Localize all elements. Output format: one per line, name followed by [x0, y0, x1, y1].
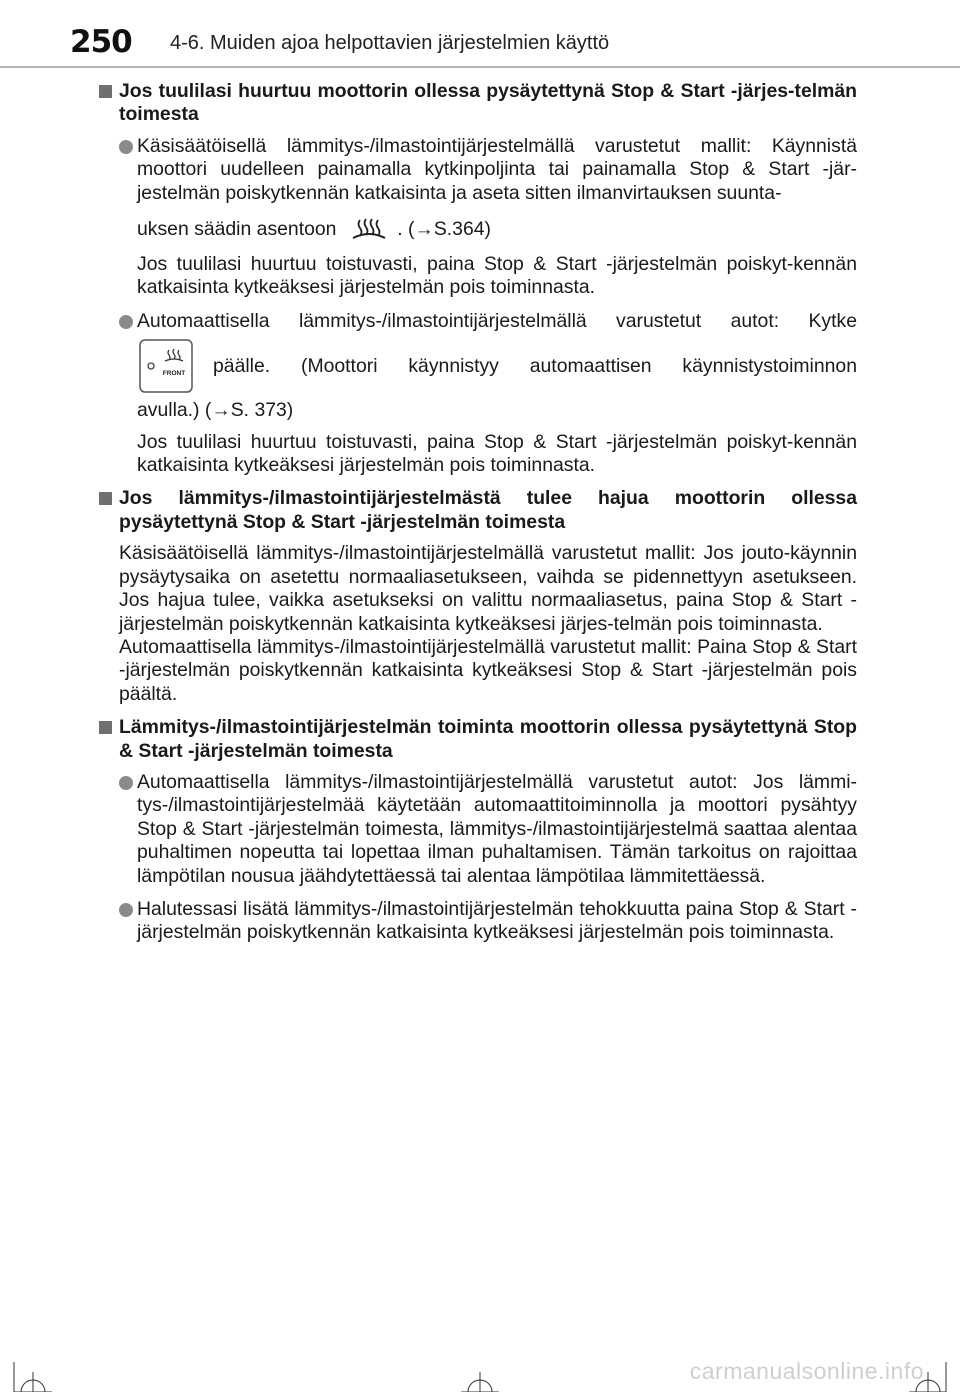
paragraph: avulla.) (→S. 373) — [137, 399, 294, 422]
square-bullet-icon — [99, 85, 112, 98]
section-heading-text: Lämmitys-/ilmastointijärjestelmän toiminta moottorin ollessa pysäytettynä Stop & Start -järjestelmän toimesta — [119, 716, 857, 762]
chapter-title: 4-6. Muiden ajoa helpottavien järjestelmien käyttö — [170, 32, 610, 54]
paragraph: Automaattisella lämmitys-/ilmastointijärjestelmällä varustetut autot: Kytke — [137, 309, 857, 332]
section-body — [99, 542, 857, 706]
paragraph-with-button-icon — [137, 337, 857, 395]
list-item — [99, 898, 857, 945]
round-bullet-icon — [119, 776, 133, 790]
section-heading — [99, 716, 857, 763]
round-bullet-icon — [119, 903, 133, 917]
section-heading-text: Jos tuulilasi huurtuu moottorin ollessa pysäytettynä Stop & Start -järjes-telmän toimesta — [119, 80, 857, 126]
paragraph: Käsisäätöisellä lämmitys-/ilmastointijärjestelmällä varustetut mallit: Jos jouto-käynnin pysäytysaika on asetettu normaaliasetukseen, vaihda se pidennettyyn asetukseen. Jos hajua tulee, vaikka asetukseksi on valittu normaaliasetus, paina Stop & Start -järjestelmän poiskytkennän katkaisinta kytkeäksesi järjes-telmän pois toiminnasta. — [119, 542, 857, 635]
front-button-label: FRONT — [162, 370, 186, 378]
round-bullet-icon — [119, 315, 133, 329]
list-item — [99, 771, 857, 888]
paragraph: Käsisäätöisellä lämmitys-/ilmastointijärjestelmällä varustetut mallit: Käynnistä moottori uudelleen painamalla kytkinpoljinta tai painamalla Stop & Start -jär-jestelmän poiskytkennän katkaisinta ja aseta sitten ilmanvirtauksen suunta- — [137, 134, 857, 204]
paragraph: Automaattisella lämmitys-/ilmastointijärjestelmällä varustetut autot: Jos lämmi-tys-/ilmastointijärjestelmää käytetään automaattitoiminnolla ja moottori pysähtyy Stop & Start -järjestelmän toimesta, lämmitys-/ilmastointijärjestelmä saattaa alentaa puhaltimen nopeutta tai lopettaa ilman puhaltamisen. Tämän tarkoitus on rajoittaa lämpötilan nousua jäähdytettäessä tai alentaa lämpötilaa lämmitettäessä. — [137, 770, 857, 887]
paragraph: Jos tuulilasi huurtuu toistuvasti, paina Stop & Start -järjestelmän poiskyt-kennän katkaisinta kytkeäksesi järjestelmän pois toiminnasta. — [137, 253, 857, 299]
section-heading — [99, 487, 857, 534]
header-rule — [0, 66, 960, 68]
round-bullet-icon — [119, 140, 133, 154]
page-content — [99, 80, 857, 955]
paragraph-text: uksen säädin asentoon — [137, 218, 337, 241]
page-header — [0, 0, 960, 72]
paragraph: Automaattisella lämmitys-/ilmastointijärjestelmällä varustetut mallit: Paina Stop & Start -järjestelmän poiskytkennän katkaisinta kytkeäksesi Stop & Start -järjestelmän pois päältä. — [119, 635, 857, 705]
paragraph: Halutessasi lisätä lämmitys-/ilmastointijärjestelmän tehokkuutta paina Stop & Start -järjestelmän poiskytkennän katkaisinta kytkeäksesi järjestelmän pois toiminnasta. — [137, 897, 857, 944]
paragraph-text: päälle. (Moottori käynnistyy automaattisen käynnistystoiminnon — [213, 354, 857, 377]
square-bullet-icon — [99, 492, 112, 505]
list-item — [99, 310, 857, 478]
list-item — [99, 135, 857, 300]
paragraph-with-icon — [137, 213, 857, 245]
square-bullet-icon — [99, 721, 112, 734]
windshield-defroster-icon — [350, 216, 388, 244]
section-heading — [99, 80, 857, 127]
cross-reference: . (→S.364) — [397, 218, 491, 241]
section-windshield-fog — [99, 80, 857, 477]
section-ac-operation — [99, 716, 857, 945]
paragraph: Jos tuulilasi huurtuu toistuvasti, paina Stop & Start -järjestelmän poiskyt-kennän katkaisinta kytkeäksesi järjestelmän pois toiminnasta. — [137, 430, 857, 477]
page-number: 250 — [70, 24, 132, 60]
front-defroster-button-icon — [137, 337, 195, 395]
section-odor — [99, 487, 857, 706]
watermark: carmanualsonline.info — [689, 1358, 924, 1384]
section-heading-text: Jos lämmitys-/ilmastointijärjestelmästä tulee hajua moottorin ollessa pysäytettynä Stop & Start -järjestelmän toimesta — [119, 487, 857, 533]
